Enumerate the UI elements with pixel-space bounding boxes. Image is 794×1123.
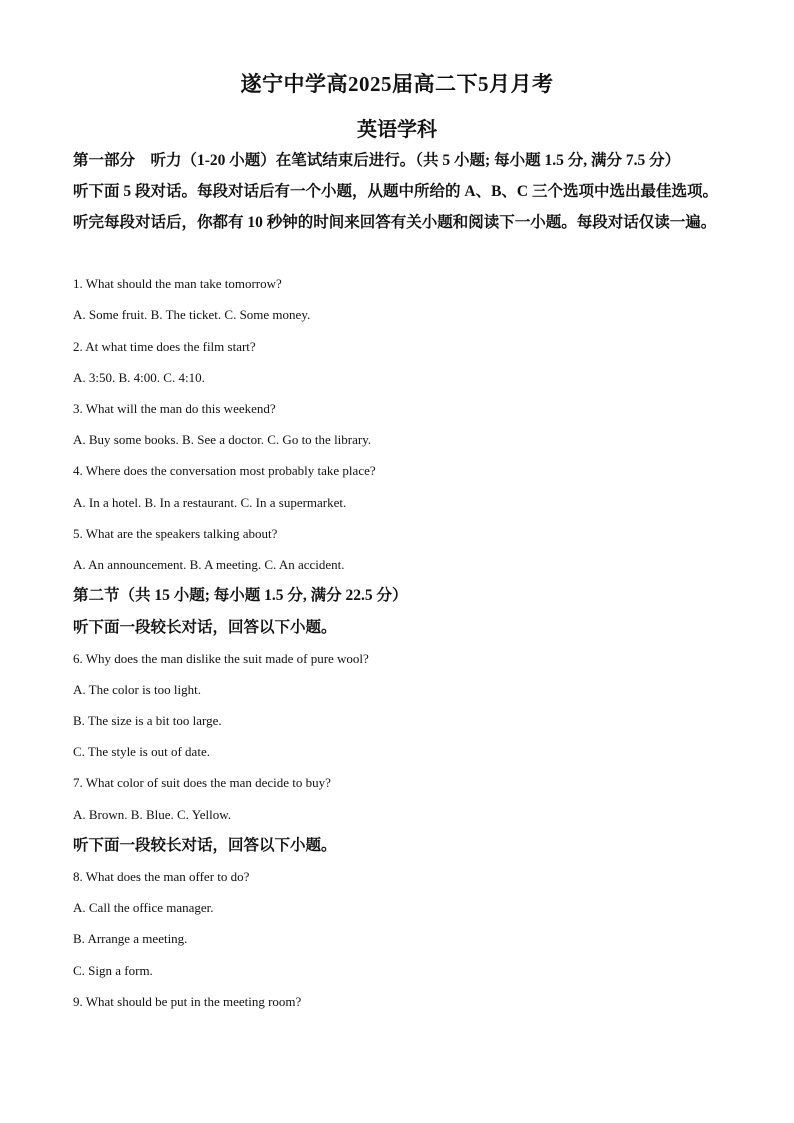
page-title: 遂宁中学高2025届高二下5月月考 <box>240 72 554 96</box>
question-2-options: A. 3:50. B. 4:00. C. 4:10. <box>73 370 205 385</box>
question-5-options: A. An announcement. B. A meeting. C. An accident. <box>73 557 345 572</box>
question-8-option-c: C. Sign a form. <box>73 963 153 978</box>
question-7-options: A. Brown. B. Blue. C. Yellow. <box>73 807 232 822</box>
question-8-option-a: A. Call the office manager. <box>73 900 214 915</box>
section-2-intro-2: 听下面一段较长对话，回答以下小题。 <box>73 837 337 854</box>
question-6-option-a: A. The color is too light. <box>73 682 201 697</box>
question-8-option-b: B. Arrange a meeting. <box>73 931 188 946</box>
question-6-option-c: C. The style is out of date. <box>73 744 210 759</box>
question-2-stem: 2. At what time does the film start? <box>73 339 256 354</box>
question-8-stem: 8. What does the man offer to do? <box>73 869 250 884</box>
question-3-options: A. Buy some books. B. See a doctor. C. Go to the library. <box>73 432 372 447</box>
question-4-options: A. In a hotel. B. In a restaurant. C. In a supermarket. <box>73 495 347 510</box>
question-7-stem: 7. What color of suit does the man decide to buy? <box>73 775 331 790</box>
section-2-heading: 第二节（共 15 小题; 每小题 1.5 分, 满分 22.5 分） <box>73 587 408 604</box>
page-subtitle: 英语学科 <box>357 119 437 141</box>
question-1-options: A. Some fruit. B. The ticket. C. Some money. <box>73 307 311 322</box>
part1-heading: 第一部分 听力（1-20 小题）在笔试结束后进行。（共 5 小题; 每小题 1.5 分, 满分 7.5 分） <box>73 152 681 169</box>
question-3-stem: 3. What will the man do this weekend? <box>73 401 276 416</box>
question-1-stem: 1. What should the man take tomorrow? <box>73 276 282 291</box>
question-6-option-b: B. The size is a bit too large. <box>73 713 222 728</box>
question-4-stem: 4. Where does the conversation most probably take place? <box>73 463 376 478</box>
question-5-stem: 5. What are the speakers talking about? <box>73 526 278 541</box>
question-9-stem: 9. What should be put in the meeting room? <box>73 994 302 1009</box>
section-2-intro: 听下面一段较长对话，回答以下小题。 <box>73 619 337 636</box>
part1-instructions: 听下面 5 段对话。每段对话后有一个小题，从题中所给的 A、B、C 三个选项中选出最佳选项。听完每段对话后，你都有 10 秒钟的时间来回答有关小题和阅读下一小题。每段对话仅读一遍。 <box>73 183 718 231</box>
question-6-stem: 6. Why does the man dislike the suit made of pure wool? <box>73 651 369 666</box>
